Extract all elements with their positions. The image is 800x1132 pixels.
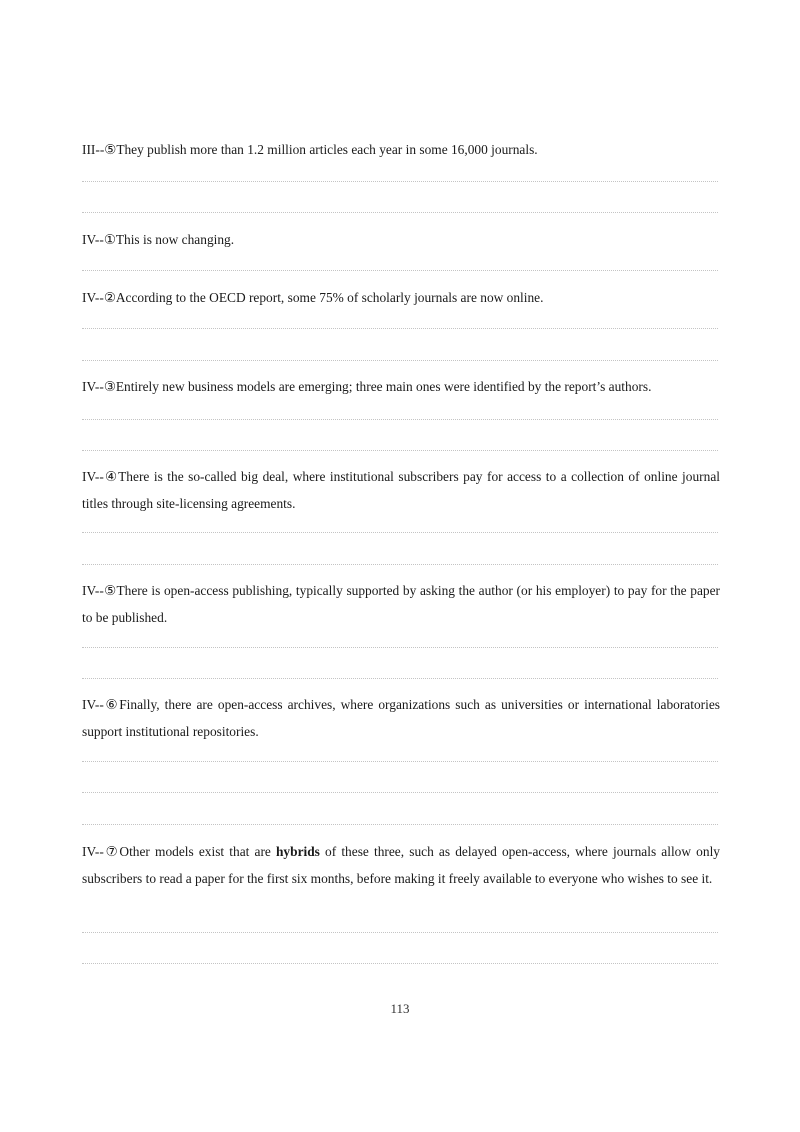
sentence-iv-7	[82, 838, 720, 892]
sentence-iv-1	[82, 226, 720, 253]
blank-answer-line	[82, 761, 718, 762]
bold-keyword: hybrids	[275, 844, 320, 859]
sentence-iv-4	[82, 463, 720, 517]
blank-answer-line	[82, 328, 718, 329]
sentence-text: This is now changing.	[115, 232, 235, 247]
sentence-text: According to the OECD report, some 75% of scholarly journals are now online.	[115, 290, 544, 305]
sentence-text: There is the so-called big deal, where institutional subscribers pay for access to a collection of online journal titles through site-licensing agreements.	[82, 469, 720, 511]
blank-answer-line	[82, 792, 718, 793]
sentence-iv-6	[82, 691, 720, 745]
blank-answer-line	[82, 647, 718, 648]
sentence-label: IV--②	[82, 290, 116, 305]
blank-answer-line	[82, 532, 718, 533]
sentence-text-after: of these three, such as delayed open-access, where journals allow only subscribers to read a paper for the first six months, before making it freely available to everyone who wishes to see it.	[82, 844, 720, 886]
sentence-iv-2	[82, 284, 720, 311]
blank-answer-line	[82, 824, 718, 825]
sentence-label: III--⑤	[82, 142, 117, 157]
blank-answer-line	[82, 450, 718, 451]
page-number: 113	[390, 1001, 410, 1016]
blank-answer-line	[82, 181, 718, 182]
sentence-label: IV--④	[82, 469, 119, 484]
sentence-text: Entirely new business models are emerging; three main ones were identified by the report’s authors.	[115, 379, 652, 394]
sentence-iv-3	[82, 373, 720, 400]
blank-answer-line	[82, 212, 718, 213]
blank-answer-line	[82, 932, 718, 933]
sentence-label: IV--①	[82, 232, 116, 247]
sentence-text: They publish more than 1.2 million articles each year in some 16,000 journals.	[116, 142, 538, 157]
sentence-iv-5	[82, 577, 720, 631]
sentence-text-before: Other models exist that are	[119, 844, 276, 859]
blank-answer-line	[82, 419, 718, 420]
blank-answer-line	[82, 963, 718, 964]
sentence-label: IV--⑦	[82, 844, 120, 859]
blank-answer-line	[82, 360, 718, 361]
blank-answer-line	[82, 564, 718, 565]
sentence-text: Finally, there are open-access archives, where organizations such as universities or international laboratories support institutional repositories.	[82, 697, 720, 739]
sentence-iii-5	[82, 136, 720, 163]
blank-answer-line	[82, 270, 718, 271]
blank-answer-line	[82, 678, 718, 679]
sentence-label: IV--⑥	[82, 697, 120, 712]
sentence-label: IV--⑤	[82, 583, 117, 598]
sentence-label: IV--③	[82, 379, 116, 394]
sentence-text: There is open-access publishing, typically supported by asking the author (or his employer) to pay for the paper to be published.	[82, 583, 720, 625]
